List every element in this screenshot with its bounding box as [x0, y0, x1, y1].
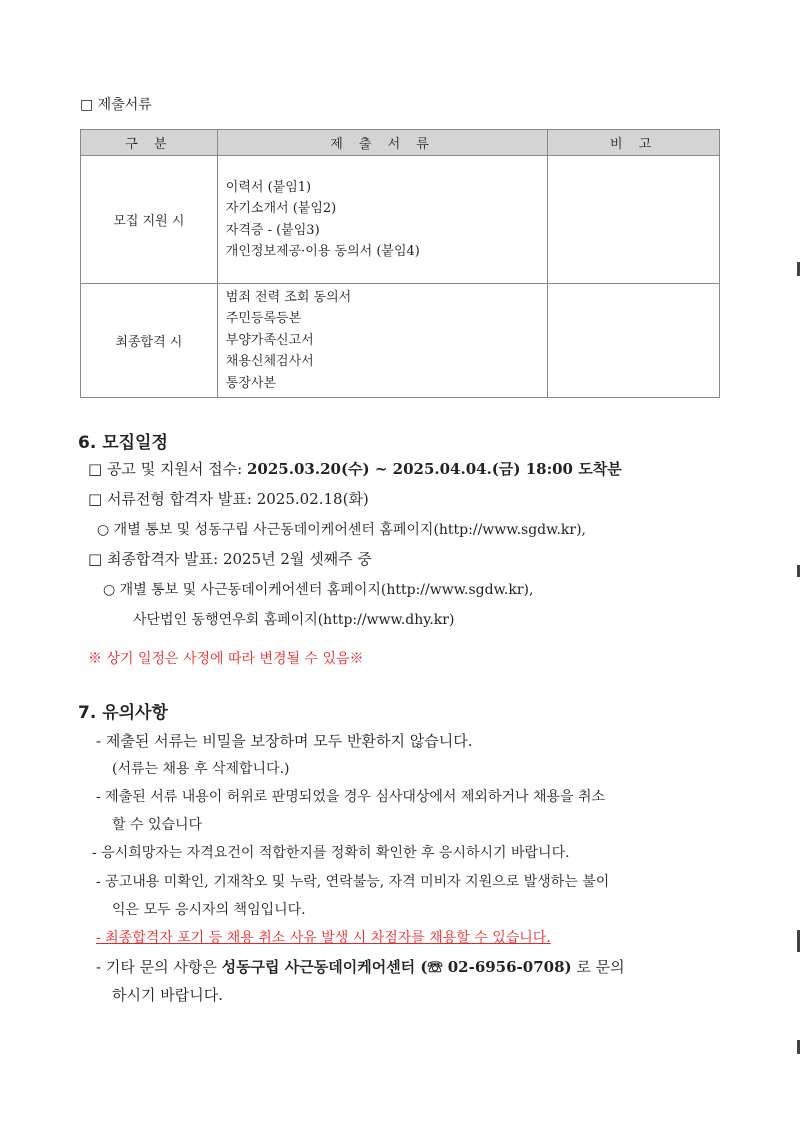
document-item: 자격증 - (붙임3) — [225, 222, 320, 238]
document-item: 통장사본 — [225, 375, 277, 391]
schedule-change-notice: ※ 상기 일정은 사정에 따라 변경될 수 있음※ — [88, 651, 364, 667]
document-item: 부양가족신고서 — [225, 332, 314, 348]
schedule-application-period: 2025.03.20(수) ~ 2025.04.04.(금) 18:00 도착분 — [247, 460, 622, 478]
row-note — [548, 284, 720, 398]
header-documents: 제 출 서 류 — [217, 130, 547, 156]
caution-item-cont: (서류는 채용 후 삭제합니다.) — [112, 761, 290, 777]
caution-item: - 공고내용 미확인, 기재착오 및 누락, 연락불능, 자격 미비자 지원으로 발생하는 불이 — [96, 874, 610, 890]
document-item: 개인정보제공·이용 동의서 (붙임4) — [225, 244, 420, 259]
table-row — [81, 284, 720, 398]
row-documents — [217, 284, 547, 398]
caution-item-highlight: - 최종합격자 포기 등 채용 취소 사유 발생 시 차점자를 채용할 수 있습니다. — [96, 930, 551, 946]
document-item: 이력서 (붙임1) — [225, 179, 312, 195]
header-category: 구 분 — [81, 130, 218, 156]
row-category: 최종합격 시 — [81, 284, 218, 398]
document-item: 채용신체검사서 — [225, 354, 314, 370]
document-item: 주민등록등본 — [225, 311, 302, 327]
schedule-application-line — [88, 458, 622, 479]
schedule-application-label: □ 공고 및 지원서 접수: — [88, 460, 247, 478]
document-item: 범죄 전력 조회 동의서 — [225, 289, 352, 305]
contact-prefix: - 기타 문의 사항은 — [96, 958, 222, 976]
document-item: 자기소개서 (붙임2) — [225, 201, 337, 216]
caution-contact-line-cont: 하시기 바랍니다. — [112, 986, 223, 1004]
schedule-doc-result-line: □ 서류전형 합격자 발표: 2025.02.18(화) — [88, 490, 369, 508]
caution-item-cont: 익은 모두 응시자의 책임입니다. — [112, 902, 306, 918]
schedule-doc-result-notice: ○ 개별 통보 및 성동구립 사근동데이케어센터 홈페이지(http://www.sgdw.kr), — [97, 522, 586, 538]
table-header-row — [81, 130, 720, 156]
row-note — [548, 156, 720, 284]
docs-section-title: □ 제출서류 — [80, 97, 152, 113]
caution-item: - 제출된 서류 내용이 허위로 판명되었을 경우 심사대상에서 제외하거나 채용을 취소 — [96, 789, 606, 805]
schedule-final-result-notice: ○ 개별 통보 및 사근동데이케어센터 홈페이지(http://www.sgdw.kr), — [103, 582, 534, 598]
documents-table — [80, 129, 720, 398]
contact-suffix: 로 문의 — [571, 958, 625, 976]
contact-center: 성동구립 사근동데이케어센터 (☏ 02-6956-0708) — [221, 958, 572, 976]
schedule-heading: 6. 모집일정 — [78, 433, 168, 453]
header-notes: 비 고 — [548, 130, 720, 156]
caution-item: - 제출된 서류는 비밀을 보장하며 모두 반환하지 않습니다. — [96, 732, 473, 750]
schedule-final-result-notice-cont: 사단법인 동행연우회 홈페이지(http://www.dhy.kr) — [133, 612, 455, 628]
row-category: 모집 지원 시 — [81, 156, 218, 284]
caution-contact-line — [96, 956, 625, 977]
schedule-final-result-line: □ 최종합격자 발표: 2025년 2월 셋째주 중 — [88, 550, 372, 568]
table-row — [81, 156, 720, 284]
caution-item-cont: 할 수 있습니다 — [112, 817, 203, 833]
caution-item: - 응시희망자는 자격요건이 적합한지를 정확히 확인한 후 응시하시기 바랍니다. — [92, 845, 570, 861]
cautions-heading: 7. 유의사항 — [78, 703, 168, 723]
row-documents — [217, 156, 547, 284]
